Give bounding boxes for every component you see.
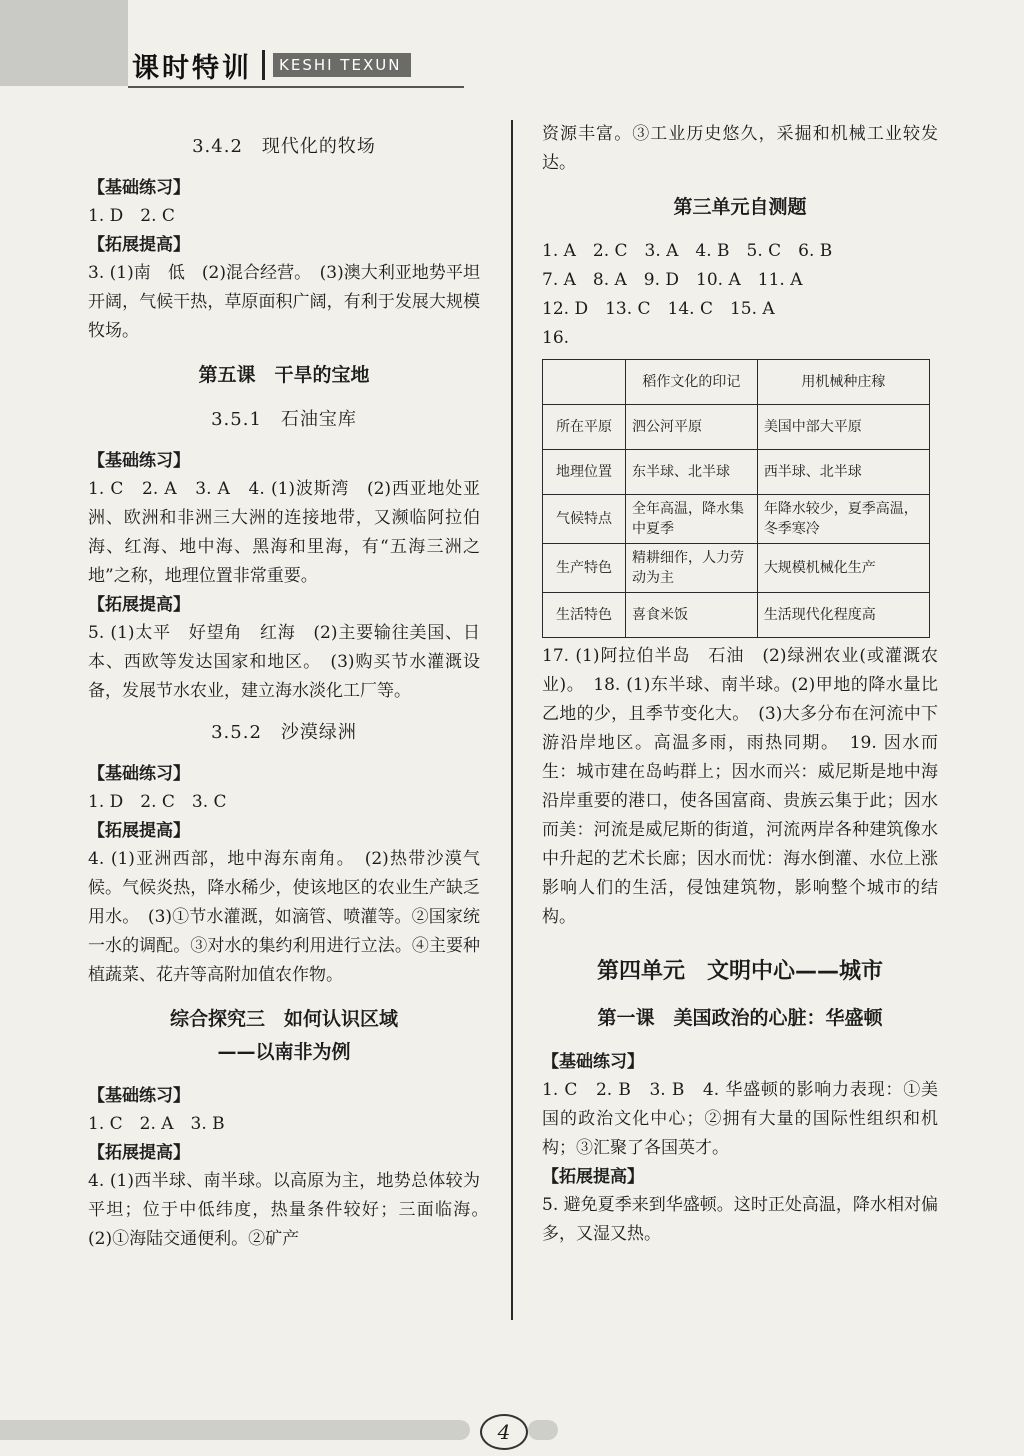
table-row: [543, 593, 930, 638]
unit-title: 第四单元 文明中心——城市: [596, 959, 883, 984]
page-footer: [0, 1414, 1024, 1444]
header-rule: [128, 86, 464, 88]
right-top-block: [542, 120, 938, 353]
table-cell: 东半球、北半球: [626, 450, 758, 495]
answer-paragraph: 1. C 2. A 3. B: [88, 1114, 225, 1134]
table-row-header: 气候特点: [543, 495, 626, 544]
lesson-subtitle: 3.4.2 现代化的牧场: [192, 136, 376, 157]
exercise-tag: 【基础练习】: [88, 178, 190, 198]
answer-paragraph: 1. C 2. B 3. B 4. 华盛顿的影响力表现：①美国的政治文化中心；②拥有大量的国际性组织和机构；③汇聚了各国英才。: [542, 1080, 938, 1158]
brand: [128, 44, 411, 86]
answer-paragraph: 5. 避免夏季来到华盛顿。这时正处高温，降水相对偏多，又湿又热。: [542, 1195, 938, 1244]
section-title: 综合探究三 如何认识区域: [169, 1008, 398, 1030]
table-cell: 精耕细作，人力劳动为主: [626, 544, 758, 593]
answer-paragraph: 资源丰富。③工业历史悠久，采掘和机械工业较发达。: [542, 124, 938, 173]
exercise-tag: 【基础练习】: [88, 764, 190, 784]
right-bottom-block: [542, 642, 938, 1249]
left-column: [88, 120, 497, 1254]
table-row: [543, 544, 930, 593]
section-title: 第三单元自测题: [673, 196, 807, 218]
table-cell: 西半球、北半球: [757, 450, 929, 495]
section-title: 第一课 美国政治的心脏：华盛顿: [597, 1007, 883, 1029]
lesson-subtitle: 3.5.2 沙漠绿洲: [211, 722, 357, 743]
answer-paragraph: 4. (1)西半球、南半球。以高原为主，地势总体较为平坦；位于中低纬度，热量条件较好；三面临海。 (2)①海陆交通便利。②矿产: [88, 1171, 497, 1249]
exercise-tag: 【基础练习】: [542, 1052, 644, 1072]
answer-paragraph: 5. (1)太平 好望角 红海 (2)主要输往美国、日本、西欧等发达国家和地区。 (3)购买节水灌溉设备，发展节水农业，建立海水淡化工厂等。: [88, 623, 480, 701]
answer-paragraph: 1. D 2. C: [88, 206, 175, 226]
table-cell: 全年高温，降水集中夏季: [626, 495, 758, 544]
header-band: [0, 0, 128, 86]
table-row-header: 生活特色: [543, 593, 626, 638]
footer-bar-right: [528, 1420, 558, 1440]
table-row: [543, 495, 930, 544]
exercise-tag: 【基础练习】: [88, 451, 190, 471]
exercise-tag: 【基础练习】: [88, 1086, 190, 1106]
column-divider: [511, 120, 513, 1320]
lesson-subtitle: 3.5.1 石油宝库: [211, 409, 357, 430]
exercise-tag: 【拓展提高】: [88, 595, 190, 615]
answer-paragraph: 4. (1)亚洲西部，地中海东南角。 (2)热带沙漠气候。气候炎热，降水稀少，使该地区的农业生产缺乏用水。 (3)①节水灌溉，如滴管、喷灌等。②国家统一水的调配。③对水的集约利用进行立法。④主要种植蔬菜、花卉等高附加值农作物。: [88, 849, 480, 985]
table-cell: 美国中部大平原: [757, 405, 929, 450]
table-row-header: 生产特色: [543, 544, 626, 593]
exercise-tag: 【拓展提高】: [88, 235, 190, 255]
answer-paragraph: 1. D 2. C 3. C: [88, 792, 227, 812]
answer-paragraph: 1. A 2. C 3. A 4. B 5. C 6. B: [542, 241, 833, 261]
brand-subtitle: KESHI TEXUN: [273, 53, 411, 77]
table-cell: 大规模机械化生产: [757, 544, 929, 593]
answer-paragraph: 3. (1)南 低 (2)混合经营。 (3)澳大利亚地势平坦开阔，气候干热，草原面积广阔，有利于发展大规模牧场。: [88, 263, 480, 341]
table-header-row: [543, 360, 930, 405]
table-row: [543, 405, 930, 450]
table-header-cell: [543, 360, 626, 405]
answer-paragraph: 7. A 8. A 9. D 10. A 11. A: [542, 270, 803, 290]
exercise-tag: 【拓展提高】: [542, 1167, 644, 1187]
answer-paragraph: 17. (1)阿拉伯半岛 石油 (2)绿洲农业(或灌溉农业)。 18. (1)东半球、南半球。(2)甲地的降水量比乙地的少，且季节变化大。 (3)大多分布在河流中下游沿岸地区。高温多雨，雨热同期。 19. 因水而生：城市建在岛屿群上；因水而兴：威尼斯是地中海沿岸重要的港口，使各国富商、贵族云集于此；因水而美：河流是威尼斯的街道，河流两岸各种建筑像水中升起的艺术长廊；因水而忧：海水倒灌、水位上涨影响人们的生活，侵蚀建筑物，影响整个城市的结构。: [542, 646, 938, 927]
exercise-tag: 【拓展提高】: [88, 821, 190, 841]
table-header-cell: 用机械种庄稼: [757, 360, 929, 405]
section-subtitle: ——以南非为例: [217, 1041, 351, 1063]
right-column: [542, 120, 938, 1249]
answer-paragraph: 16.: [542, 328, 570, 348]
section-title: 第五课 干旱的宝地: [198, 364, 370, 386]
table-cell: 生活现代化程度高: [757, 593, 929, 638]
brand-separator: [262, 50, 265, 80]
answer-table-16: [542, 359, 930, 638]
page-number: 4: [480, 1414, 528, 1450]
table-header-cell: 稻作文化的印记: [626, 360, 758, 405]
answer-paragraph: 12. D 13. C 14. C 15. A: [542, 299, 775, 319]
table-cell: 泗公河平原: [626, 405, 758, 450]
table-cell: 年降水较少，夏季高温，冬季寒冷: [757, 495, 929, 544]
table-cell: 喜食米饭: [626, 593, 758, 638]
exercise-tag: 【拓展提高】: [88, 1143, 190, 1163]
brand-title: 课时特训: [132, 52, 252, 84]
footer-bar-left: [0, 1420, 470, 1440]
table-row: [543, 450, 930, 495]
table-row-header: 所在平原: [543, 405, 626, 450]
answer-paragraph: 1. C 2. A 3. A 4. (1)波斯湾 (2)西亚地处亚洲、欧洲和非洲三大洲的连接地带，又濒临阿拉伯海、红海、地中海、黑海和里海，有“五海三洲之地”之称，地理位置非常重要。: [88, 479, 480, 586]
table-row-header: 地理位置: [543, 450, 626, 495]
